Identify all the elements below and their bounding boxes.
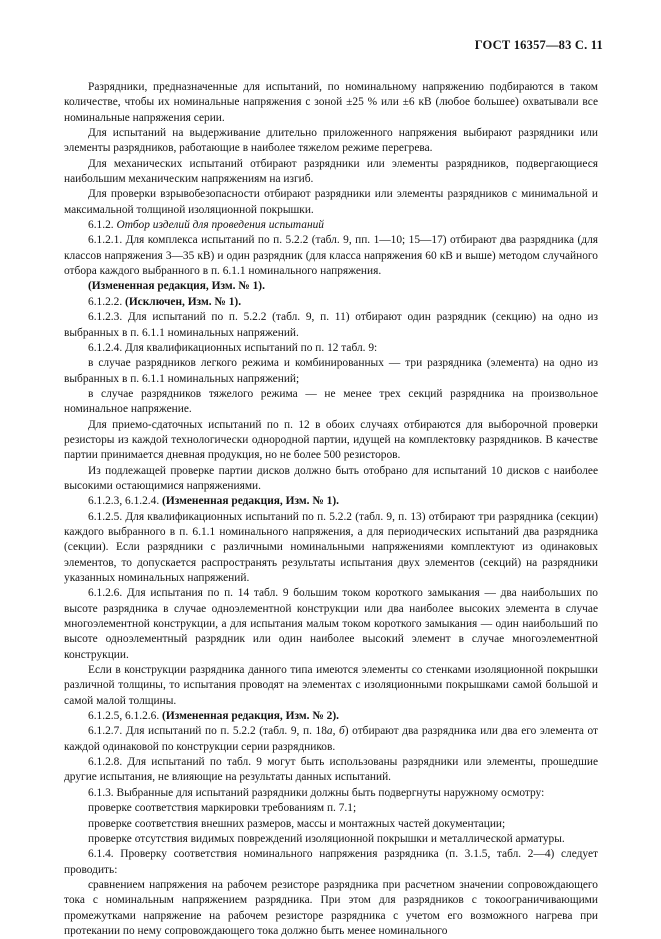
text-run: Для проверки взрывобезопасности отбирают разрядники или элементы разрядников с минимальной и максимальной толщиной изоляционной покрышки. <box>64 188 598 216</box>
paragraph <box>64 801 598 816</box>
text-run: 6.1.2. <box>88 219 117 232</box>
text-run: ) отбирают два разрядника или два его элемента от каждой одинаковой по конструкции серии разрядников. <box>64 725 598 753</box>
paragraph <box>64 310 598 341</box>
document-body <box>64 80 598 939</box>
text-run: Из подлежащей проверке партии дисков должно быть отобрано для испытаний 10 дисков с наиболее высокими остающимися напряжениями. <box>64 464 598 492</box>
text-run: в случае разрядников тяжелого режима — не менее трех секций разрядника на произвольное номинальное напряжение. <box>64 387 598 416</box>
paragraph <box>64 663 598 709</box>
bold-text: (Исключен, Изм. № 1). <box>125 295 242 308</box>
text-run: Разрядники, предназначенные для испытаний, по номинальному напряжению подбираются в таком количестве, чтобы их номинальные напряжения с зоной ±25 % или ±6 кВ (любое большее) охватывали все номинальные напряжения серии. <box>64 81 598 124</box>
text-run: сравнением напряжения на рабочем резисторе разрядника при расчетном значении сопровождающего тока с номинальным напряжением разрядника. При этом для разрядников с токоограничивающими промежутками напряжение на рабочем резисторе разрядника с учетом его возможного нагрева при протекании по нему сопровождающего тока должно быть менее номинального <box>64 878 598 937</box>
text-run: 6.1.2.5. Для квалификационных испытаний по п. 5.2.2 (табл. 9, п. 13) отбирают три разрядника (секции) каждого выбранного в п. 6.1.1 номинального напряжения, а для периодических испытаний два разрядника (секции). Если разрядники с различными номинальными напряжениями комплектуют из одинаковых элементов, то допускается распространять результаты испытания двух элементов (секций) на разрядники указанных номинальных напряжений. <box>64 510 598 584</box>
page-header: ГОСТ 16357—83 С. 11 <box>474 38 603 52</box>
text-run: проверке соответствия маркировки требованиям п. 7.1; <box>88 802 357 815</box>
paragraph <box>64 817 598 832</box>
bold-text: (Измененная редакция, Изм. № 1). <box>162 495 339 508</box>
paragraph <box>64 187 598 218</box>
italic-text: Отбор изделий для проведения испытаний <box>116 219 325 232</box>
paragraph <box>64 510 598 587</box>
paragraph <box>64 786 598 801</box>
paragraph <box>64 356 598 387</box>
paragraph <box>64 387 598 418</box>
paragraph <box>64 586 598 663</box>
text-run: 6.1.2.8. Для испытаний по табл. 9 могут быть использованы разрядники или элементы, прошедшие другие испытания, не влияющие на результаты данных испытаний. <box>64 756 598 784</box>
text-run: Для приемо-сдаточных испытаний по п. 12 в обоих случаях отбираются для выборочной проверки резисторы из каждой технологически однородной партии, идущей на комплектовку разрядников. В качестве партии принимается дневная продукция, но не более 500 резисторов. <box>64 418 598 462</box>
paragraph <box>64 878 598 939</box>
text-run: Для испытаний на выдерживание длительно приложенного напряжения выбирают разрядники или элементы разрядников, работающие в наиболее тяжелом режиме перегрева. <box>64 127 598 155</box>
paragraph <box>64 126 598 157</box>
paragraph <box>64 847 598 878</box>
text-run: 6.1.2.6. Для испытания по п. 14 табл. 9 большим током короткого замыкания — два наибольших по высоте разрядника в случае одноэлементной конструкции или два наиболее высоких элемента в случае многоэлементной конструкции, а для испытания малым током короткого замыкания — один наибольший по высоте одноэлементный разрядник или один наиболее высокий элемент в случае многоэлементной конструкции. <box>64 587 598 661</box>
text-run: 6.1.4. Проверку соответствия номинального напряжения разрядника (п. 3.1.5, табл. 2—4) следует проводить: <box>64 848 598 876</box>
text-run: 6.1.2.1. Для комплекса испытаний по п. 5.2.2 (табл. 9, пп. 1—10; 15—17) отбирают два разрядника (для классов напряжения 3—35 кВ) и один разрядник (для класса напряжения 60 кВ и выше) методом случайного отбора каждого выбранного в п. 6.1.1 номинального напряжения. <box>64 234 598 278</box>
text-run: 6.1.2.3. Для испытаний по п. 5.2.2 (табл. 9, п. 11) отбирают один разрядник (секцию) на одно из выбранных в п. 6.1.1 номинальных напряжений. <box>64 311 598 339</box>
paragraph <box>64 755 598 786</box>
text-run: 6.1.2.3, 6.1.2.4. <box>88 495 163 508</box>
text-run: проверке соответствия внешних размеров, массы и монтажных частей документации; <box>88 817 506 830</box>
text-run: в случае разрядников легкого режима и комбинированных — три разрядника (элемента) на одно из выбранных в п. 6.1.1 номинальных напряжений; <box>64 357 598 385</box>
text-run: 6.1.2.7. Для испытаний по п. 5.2.2 (табл. 9, п. 18 <box>88 725 327 738</box>
amendment-note <box>64 279 598 294</box>
amendment-note <box>64 494 598 509</box>
paragraph <box>64 233 598 279</box>
italic-text: а, б <box>326 725 345 738</box>
text-run: 6.1.2.2. <box>88 295 126 308</box>
paragraph <box>64 295 598 310</box>
text-run: Для механических испытаний отбирают разрядники или элементы разрядников, подвергающиеся наибольшим механическим напряжениям на изгиб. <box>64 157 598 186</box>
text-run: Если в конструкции разрядника данного типа имеются элементы со стенками изоляционной покрышки различной толщины, то испытания проводят на элементах с изоляционными покрышками самой большой и самой малой толщины. <box>64 664 598 707</box>
paragraph <box>64 157 598 188</box>
text-run: 6.1.2.5, 6.1.2.6. <box>88 710 163 723</box>
paragraph <box>64 832 598 847</box>
paragraph <box>64 724 598 755</box>
paragraph <box>64 418 598 464</box>
text-run: 6.1.2.4. Для квалификационных испытаний по п. 12 табл. 9: <box>88 341 378 354</box>
amendment-note <box>64 709 598 724</box>
text-run: проверке отсутствия видимых повреждений изоляционной покрышки и металлической арматуры. <box>88 832 565 845</box>
bold-text: (Измененная редакция, Изм. № 2). <box>162 710 339 723</box>
text-run: 6.1.3. Выбранные для испытаний разрядники должны быть подвергнуты наружному осмотру: <box>88 786 545 799</box>
paragraph <box>64 341 598 356</box>
bold-text: (Измененная редакция, Изм. № 1). <box>88 280 265 293</box>
paragraph <box>64 464 598 495</box>
paragraph <box>64 80 598 126</box>
section-heading <box>64 218 598 233</box>
